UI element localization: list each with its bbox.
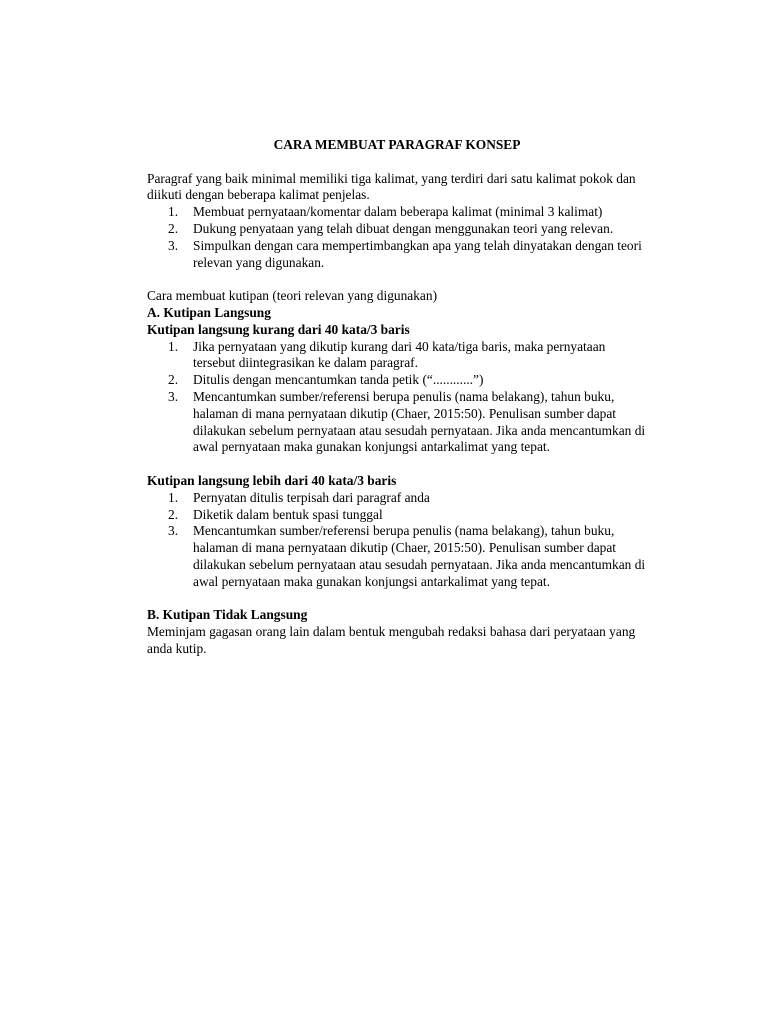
list-item-text: Jika pernyataan yang dikutip kurang dari 40 kata/tiga baris, maka pernyataan tersebut diintegrasikan ke dalam paragraf. [193, 338, 606, 371]
spacer [147, 271, 647, 288]
list-number: 1. [168, 204, 179, 220]
list-number: 2. [168, 220, 179, 236]
short-quote-heading: Kutipan langsung kurang dari 40 kata/3 baris [147, 321, 410, 337]
list-item-text: Diketik dalam bentuk spasi tunggal [193, 506, 383, 522]
long-quote-heading: Kutipan langsung lebih dari 40 kata/3 baris [147, 472, 397, 488]
long-quote-list [147, 490, 647, 591]
list-number: 2. [168, 506, 179, 522]
list-item-text: Dukung penyataan yang telah dibuat dengan menggunakan teori yang relevan. [193, 220, 614, 236]
list-number: 3. [168, 523, 179, 539]
spacer [147, 456, 647, 473]
spacer [147, 591, 647, 608]
list-item-text: Simpulkan dengan cara mempertimbangkan apa yang telah dinyatakan dengan teori relevan yang digunakan. [193, 237, 642, 270]
list-item-text: Ditulis dengan mencantumkan tanda petik (“............”) [193, 372, 484, 388]
list-item [147, 490, 647, 507]
quote-intro: Cara membuat kutipan (teori relevan yang digunakan) [147, 288, 438, 304]
section-a-heading: A. Kutipan Langsung [147, 304, 271, 320]
list-number: 2. [168, 372, 179, 388]
section-b-heading: B. Kutipan Tidak Langsung [147, 607, 308, 623]
steps-list [147, 204, 647, 271]
list-number: 1. [168, 489, 179, 505]
document-title: CARA MEMBUAT PARAGRAF KONSEP [273, 137, 521, 152]
document-page [147, 137, 647, 658]
intro-paragraph: Paragraf yang baik minimal memiliki tiga kalimat, yang terdiri dari satu kalimat pokok dan diikuti dengan beberapa kalimat penjelas. [147, 170, 636, 203]
list-item-text: Pernyatan ditulis terpisah dari paragraf anda [193, 489, 430, 505]
list-item [147, 221, 647, 238]
list-item-text: Mencantumkan sumber/referensi berupa penulis (nama belakang), tahun buku, halaman di mana pernyataan dikutip (Chaer, 2015:50). Penulisan sumber dapat dilakukan sebelum pernyataan atau sesudah pernyataan. Jika anda mencantumkan di awal pernyataan maka gunakan konjungsi antarkalimat yang tepat. [193, 523, 646, 589]
list-item [147, 372, 647, 389]
list-number: 3. [168, 237, 179, 253]
list-item [147, 523, 647, 590]
list-item [147, 507, 647, 524]
list-number: 3. [168, 388, 179, 404]
short-quote-list [147, 339, 647, 457]
list-item [147, 204, 647, 221]
section-b-paragraph: Meminjam gagasan orang lain dalam bentuk mengubah redaksi bahasa dari peryataan yang anda kutip. [147, 624, 636, 656]
list-item [147, 339, 647, 373]
list-number: 1. [168, 338, 179, 354]
list-item [147, 389, 647, 456]
list-item [147, 238, 647, 272]
list-item-text: Membuat pernyataan/komentar dalam beberapa kalimat (minimal 3 kalimat) [193, 204, 603, 220]
list-item-text: Mencantumkan sumber/referensi berupa penulis (nama belakang), tahun buku, halaman di mana pernyataan dikutip (Chaer, 2015:50). Penulisan sumber dapat dilakukan sebelum pernyataan atau sesudah pernyataan. Jika anda mencantumkan di awal pernyataan maka gunakan konjungsi antarkalimat yang tepat. [193, 388, 646, 455]
